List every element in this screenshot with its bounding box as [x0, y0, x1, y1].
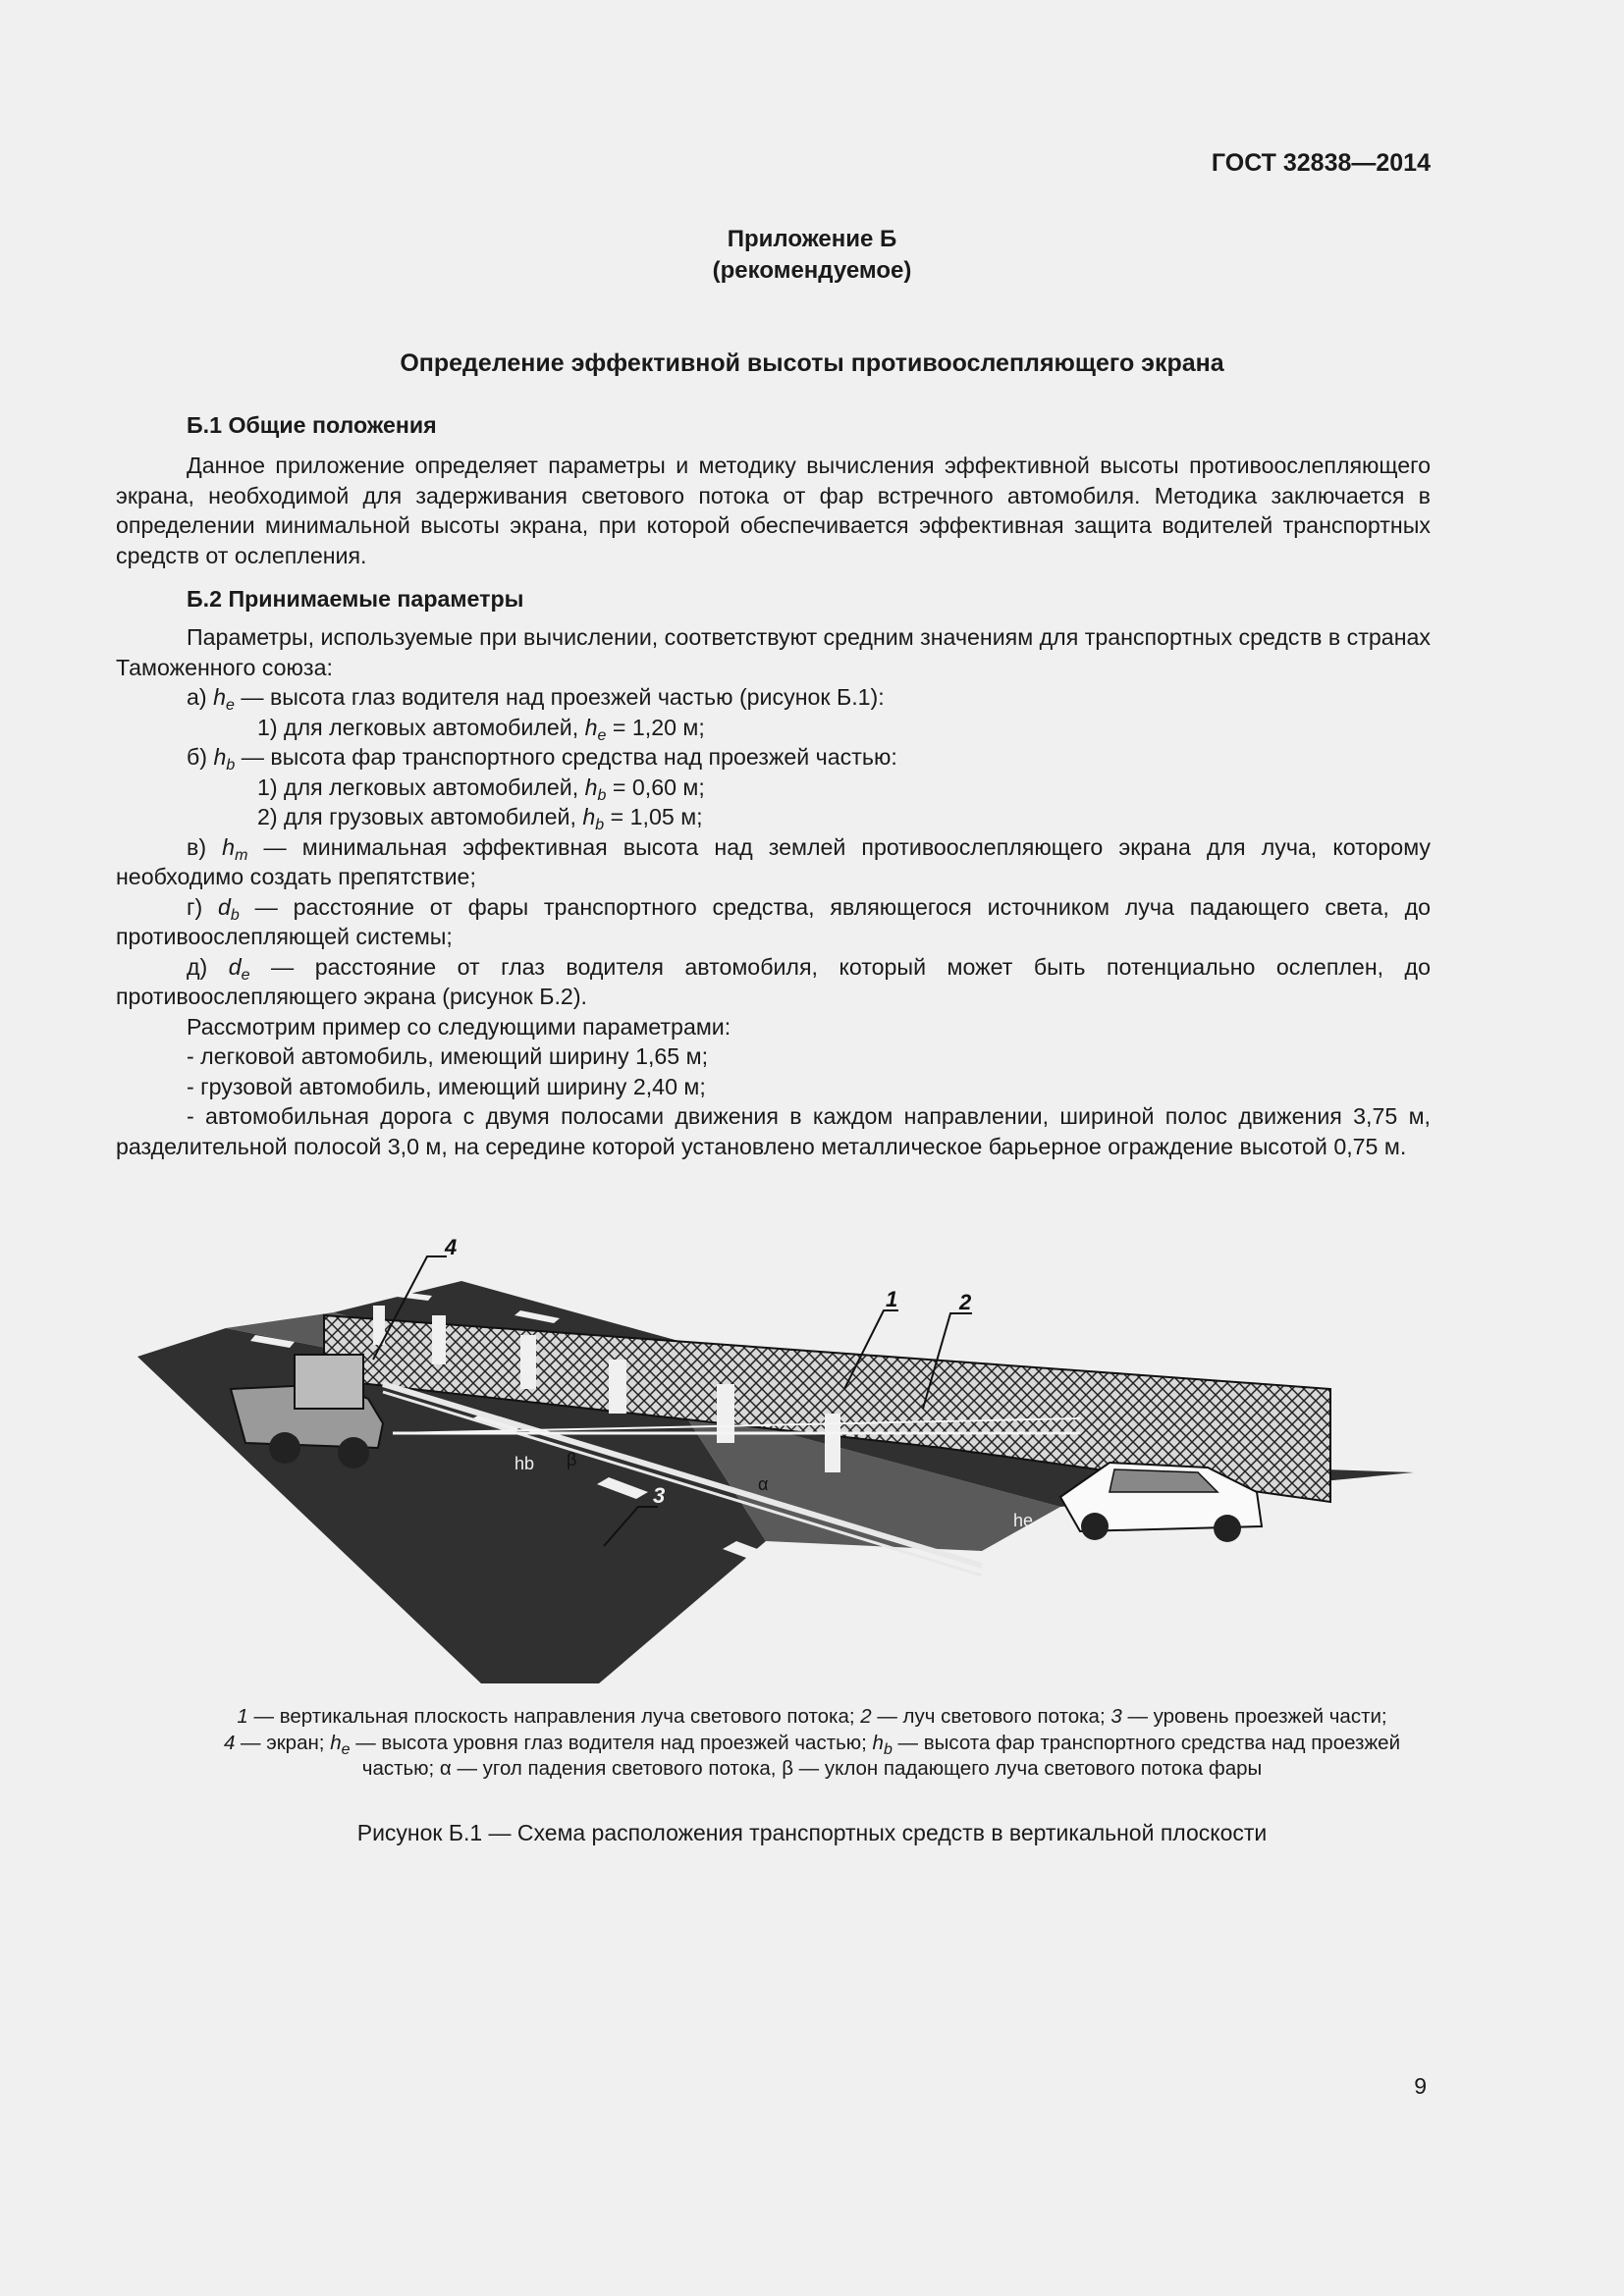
example-item-1: - легковой автомобиль, имеющий ширину 1,65 м;: [187, 1043, 709, 1069]
section-b1-heading: Б.1 Общие положения: [187, 412, 437, 438]
param-d: г) $d_b$ — расстояние от фары транспортного средства, являющегося источником луча падающего света, до противоослепляющей системы;: [116, 893, 1432, 949]
label-hb: hb: [514, 1454, 535, 1473]
param-b2: 2) для грузовых автомобилей, $h_b = 1,05$ м;: [257, 804, 703, 833]
appendix-label: Приложение Б: [727, 226, 897, 252]
param-b1: 1) для легковых автомобилей, $h_b = 0,60$ м;: [257, 774, 705, 804]
label-he: he: [1013, 1511, 1034, 1530]
param-a: а) $h_e$ — высота глаз водителя над проезжей частью (рисунок Б.1):: [187, 684, 885, 714]
example-intro: Рассмотрим пример со следующими параметрами:: [187, 1013, 731, 1040]
param-a1: 1) для легковых автомобилей, $h_e = 1,20$ м;: [257, 714, 705, 744]
section-b2-body: [116, 622, 1431, 1161]
param-e: д) $d_e$ — расстояние от глаз водителя автомобиля, который может быть потенциально ослеплен, до противоослепляющего экрана (рисунок Б.2).: [116, 953, 1431, 1009]
document-code: ГОСТ 32838—2014: [1211, 149, 1431, 177]
page-number: 9: [1414, 2073, 1427, 2099]
b2-intro: Параметры, используемые при вычислении, соответствуют средним значениям для транспортных средств в странах Таможенного союза:: [116, 624, 1431, 680]
callout-3: 3: [653, 1483, 666, 1508]
section-b2-heading: Б.2 Принимаемые параметры: [187, 586, 524, 612]
callout-1: 1: [886, 1287, 898, 1311]
section-b1-paragraph: Данное приложение определяет параметры и методику вычисления эффективной высоты противоослепляющего экрана, необходимой для задерживания светового потока от фар встречного автомобиля. Методика заключается в определении минимальной высоты экрана, при которой обеспечивается эффективная защита водителей транспортных средств от ослепления.: [116, 453, 1431, 568]
callout-2: 2: [959, 1290, 972, 1314]
label-beta: β: [567, 1450, 577, 1469]
figure-legend: 1 — вертикальная плоскость направления луча светового потока; 2 — луч светового потока; 3 — уровень проезжей части; 4 — экран; $h_e$ — высота уровня глаз водителя над проезжей частью; $h_b$ — высота фар транспортного средства над проезжей частью; α — угол падения светового потока, β — уклон падающего луча светового потока фары: [223, 1705, 1401, 1780]
callout-4: 4: [445, 1235, 458, 1259]
example-item-3: - автомобильная дорога с двумя полосами движения в каждом направлении, шириной полос движения 3,75 м, разделительной полосой 3,0 м, на середине которой установлено металлическое барьерное ограждение высотой 0,75 м.: [116, 1103, 1431, 1159]
param-b: б) $h_b$ — высота фар транспортного средства над проезжей частью:: [187, 744, 897, 774]
appendix-status: (рекомендуемое): [712, 257, 912, 284]
section-b1-text: [116, 451, 1431, 570]
figure-caption: Рисунок Б.1 — Схема расположения транспортных средств в вертикальной плоскости: [356, 1820, 1268, 1845]
example-item-2: - грузовой автомобиль, имеющий ширину 2,40 м;: [187, 1073, 706, 1099]
appendix-title: Определение эффективной высоты противоослепляющего экрана: [400, 349, 1224, 377]
label-alpha: α: [758, 1474, 769, 1494]
figure-b1-diagram: [137, 1212, 1414, 1683]
param-c: в) $h_m$ — минимальная эффективная высота над землей противоослепляющего экрана для луча, которому необходимо создать препятствие;: [116, 833, 1431, 889]
